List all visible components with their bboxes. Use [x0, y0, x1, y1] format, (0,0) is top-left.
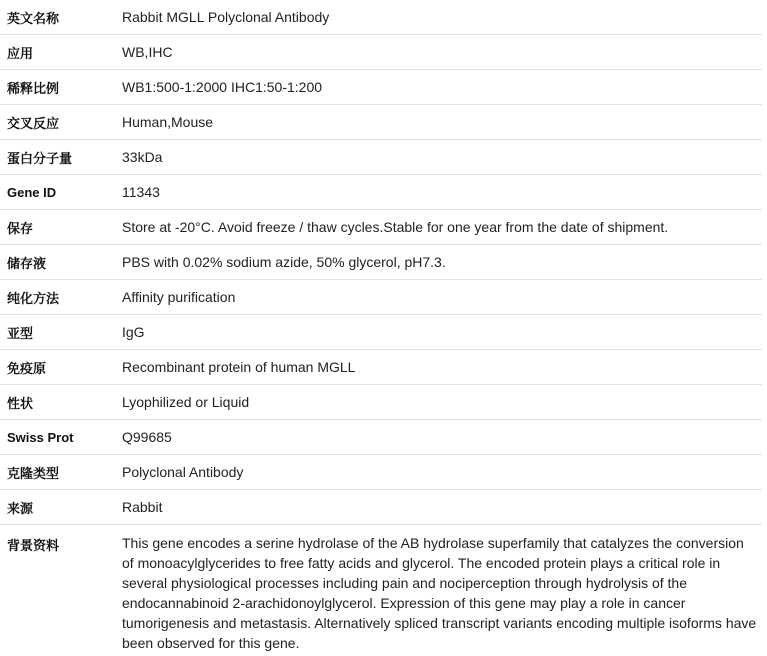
- spec-row-host: [0, 490, 762, 525]
- spec-value: Q99685: [122, 429, 172, 445]
- spec-value: 33kDa: [122, 149, 163, 165]
- spec-row-purification: [0, 280, 762, 315]
- spec-value: Polyclonal Antibody: [122, 464, 244, 480]
- spec-value: Lyophilized or Liquid: [122, 394, 250, 410]
- spec-row-immunogen: [0, 350, 762, 385]
- spec-key: 保存: [7, 220, 34, 236]
- spec-key: 亚型: [7, 325, 34, 341]
- spec-row-molecular-weight: [0, 140, 762, 175]
- spec-row-application: [0, 35, 762, 70]
- spec-value: This gene encodes a serine hydrolase of the AB hydrolase superfamily that catalyzes the conversion of monoacylglycerides to free fatty acids and glycerol. The encoded protein plays a critical role in several physiological processes including pain and nociperception through hydrolysis of the endocannabinoid 2-arachidonoylglycerol. Expression of this gene may play a role in cancer tumorigenesis and metastasis. Alternatively spliced transcript variants encoding multiple isoforms have been observed for this gene.: [122, 535, 757, 651]
- spec-key: 英文名称: [7, 10, 60, 26]
- spec-key: 蛋白分子量: [7, 150, 73, 166]
- spec-row-english-name: [0, 0, 762, 35]
- spec-key: Gene ID: [7, 184, 57, 200]
- spec-row-storage: [0, 210, 762, 245]
- spec-key: 交叉反应: [7, 115, 60, 131]
- spec-value: 11343: [122, 184, 160, 200]
- spec-key: 纯化方法: [7, 290, 60, 306]
- spec-row-reactivity: [0, 105, 762, 140]
- spec-value: Recombinant protein of human MGLL: [122, 359, 356, 375]
- spec-key: Swiss Prot: [7, 429, 74, 445]
- spec-key: 克隆类型: [7, 465, 60, 481]
- spec-value: Affinity purification: [122, 289, 236, 305]
- spec-key: 免疫原: [7, 360, 47, 376]
- spec-key: 背景资料: [7, 538, 60, 553]
- spec-row-swiss-prot: [0, 420, 762, 455]
- spec-value: Store at -20°C. Avoid freeze / thaw cycles.Stable for one year from the date of shipment.: [122, 219, 669, 235]
- spec-row-buffer: [0, 245, 762, 280]
- spec-key: 应用: [7, 45, 34, 61]
- spec-row-background: [0, 525, 762, 654]
- spec-row-dilution: [0, 70, 762, 105]
- spec-value: Rabbit MGLL Polyclonal Antibody: [122, 9, 330, 25]
- spec-row-isotype: [0, 315, 762, 350]
- spec-row-clonality: [0, 455, 762, 490]
- spec-value: IgG: [122, 324, 145, 340]
- spec-value: PBS with 0.02% sodium azide, 50% glycerol, pH7.3.: [122, 254, 446, 270]
- spec-value: WB1:500-1:2000 IHC1:50-1:200: [122, 79, 323, 95]
- spec-row-form: [0, 385, 762, 420]
- spec-row-gene-id: [0, 175, 762, 210]
- spec-value: WB,IHC: [122, 44, 173, 60]
- spec-value: Rabbit: [122, 499, 163, 515]
- spec-key: 稀释比例: [7, 80, 60, 96]
- spec-key: 性状: [7, 395, 34, 411]
- spec-key: 储存液: [7, 255, 47, 271]
- spec-key: 来源: [7, 500, 34, 516]
- spec-value: Human,Mouse: [122, 114, 214, 130]
